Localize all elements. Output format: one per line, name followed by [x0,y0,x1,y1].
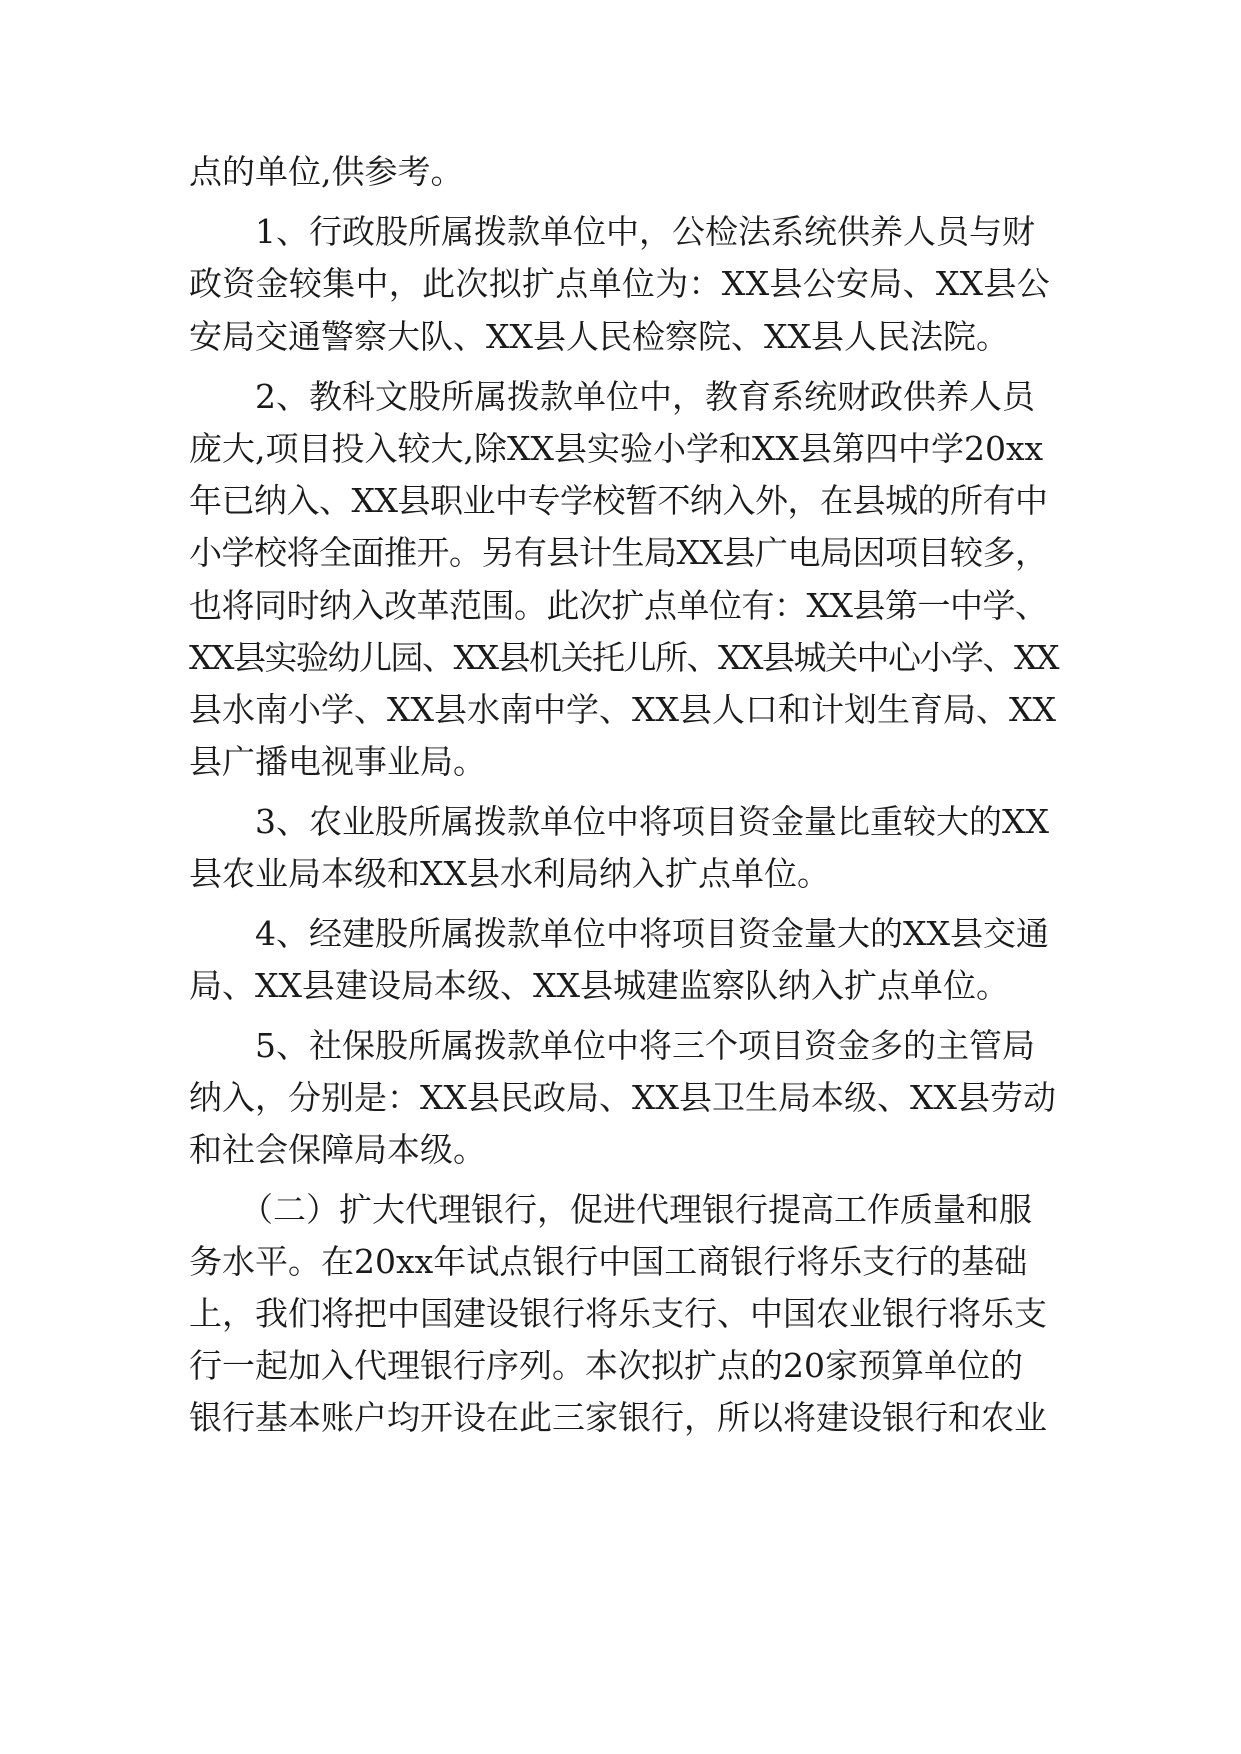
text-line: 年已纳入、XX县职业中专学校暂不纳入外，在县城的所有中 [189,481,1048,520]
text-line: 5、社保股所属拨款单位中将三个项目资金多的主管局 [255,1026,1035,1065]
text-line: 3、农业股所属拨款单位中将项目资金量比重较大的XX [255,802,1049,841]
text-line: 庞大,项目投入较大,除XX县实验小学和XX县第四中学20xx [189,429,1044,468]
text-line: XX县实验幼儿园、XX县机关托儿所、XX县城关中心小学、XX [189,638,1058,677]
text-line: 县水南小学、XX县水南中学、XX县人口和计划生育局、XX [189,690,1056,729]
text-line: 4、经建股所属拨款单位中将项目资金量大的XX县交通 [255,914,1049,953]
text-line: 县广播电视事业局。 [189,742,486,781]
text-line: 政资金较集中，此次拟扩点单位为：XX县公安局、XX县公 [189,264,1051,303]
text-line: 和社会保障局本级。 [189,1130,486,1169]
text-line: 局、XX县建设局本级、XX县城建监察队纳入扩点单位。 [189,966,1009,1005]
text-line: 安局交通警察大队、XX县人民检察院、XX县人民法院。 [189,317,1009,356]
text-line: 1、行政股所属拨款单位中，公检法系统供养人员与财 [255,212,1035,251]
text-line: 点的单位,供参考。 [189,152,464,191]
text-line: 纳入，分别是：XX县民政局、XX县卫生局本级、XX县劳动 [189,1078,1056,1117]
text-line: 2、教科文股所属拨款单位中，教育系统财政供养人员 [255,377,1035,416]
text-line: 也将同时纳入改革范围。此次扩点单位有：XX县第一中学、 [189,586,1048,625]
text-line: 上，我们将把中国建设银行将乐支行、中国农业银行将乐支 [189,1294,1047,1333]
text-line: 务水平。在20xx年试点银行中国工商银行将乐支行的基础 [189,1242,1028,1281]
text-line: 行一起加入代理银行序列。本次拟扩点的20家预算单位的 [189,1346,1023,1385]
text-line: （二）扩大代理银行，促进代理银行提高工作质量和服 [240,1190,1032,1229]
text-line: 县农业局本级和XX县水利局纳入扩点单位。 [189,854,830,893]
text-line: 银行基本账户均开设在此三家银行，所以将建设银行和农业 [189,1398,1047,1437]
text-line: 小学校将全面推开。另有县计生局XX县广电局因项目较多， [189,533,1048,572]
